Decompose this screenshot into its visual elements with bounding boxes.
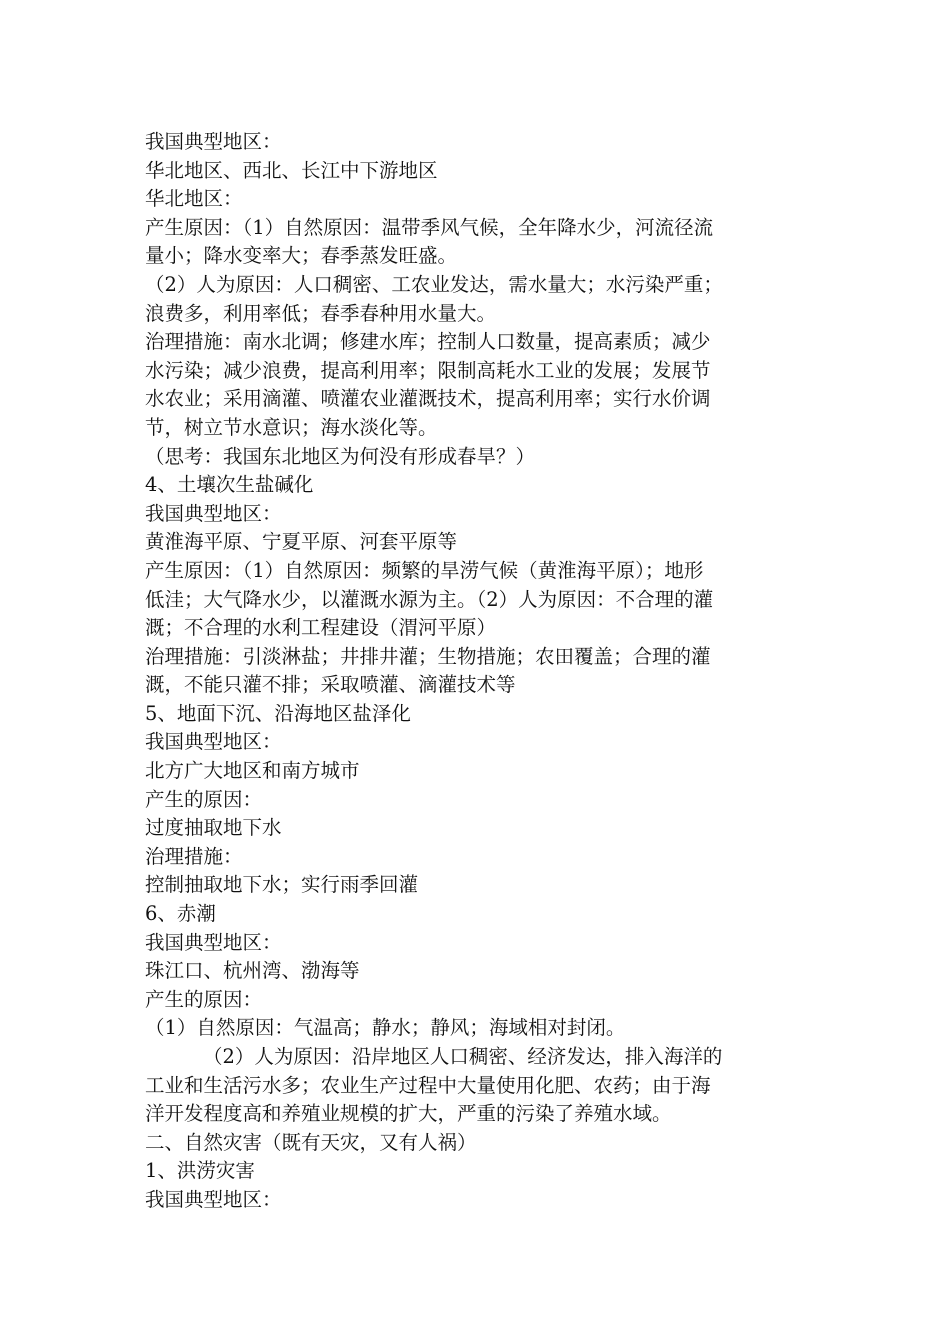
- text-line: 华北地区、西北、长江中下游地区: [145, 158, 438, 182]
- text-line: 我国典型地区：: [145, 130, 282, 153]
- text-line: 低洼；大气降水少，以灌溉水源为主。（2）人为原因：不合理的灌: [145, 587, 714, 611]
- text-line: 量小；降水变率大；春季蒸发旺盛。: [145, 244, 458, 268]
- document-body: [145, 128, 805, 1215]
- text-line: 我国典型地区：: [145, 1187, 282, 1211]
- text-line: 控制抽取地下水；实行雨季回灌: [145, 873, 419, 897]
- text-line: 产生的原因：: [145, 987, 263, 1011]
- text-line: 产生原因：（1）自然原因：频繁的旱涝气候（黄淮海平原）；地形: [145, 558, 704, 582]
- section-heading: 4、土壤次生盐碱化: [145, 473, 314, 497]
- text-line: 过度抽取地下水: [145, 816, 282, 840]
- text-line: 浪费多，利用率低；春季春种用水量大。: [145, 301, 497, 325]
- text-line: 产生的原因：: [145, 787, 263, 811]
- text-line: 北方广大地区和南方城市: [145, 759, 360, 783]
- text-line: （2）人为原因：沿岸地区人口稠密、经济发达，排入海洋的: [203, 1045, 723, 1068]
- text-line: （思考：我国东北地区为何没有形成春旱？）: [145, 444, 536, 468]
- section-heading: 6、赤潮: [145, 902, 216, 926]
- text-line: 工业和生活污水多；农业生产过程中大量使用化肥、农药；由于海: [145, 1073, 711, 1097]
- text-line: 洋开发程度高和养殖业规模的扩大，严重的污染了养殖水域。: [145, 1102, 672, 1126]
- text-line: （1）自然原因：气温高；静水；静风；海域相对封闭。: [145, 1016, 626, 1040]
- text-line: 治理措施：引淡淋盐；井排井灌；生物措施；农田覆盖；合理的灌: [145, 644, 711, 668]
- text-line: 华北地区：: [145, 187, 243, 211]
- text-line: 我国典型地区：: [145, 730, 282, 754]
- text-line: 水农业；采用滴灌、喷灌农业灌溉技术，提高利用率；实行水价调: [145, 387, 711, 411]
- text-line: 治理措施：: [145, 844, 243, 868]
- text-line: 黄淮海平原、宁夏平原、河套平原等: [145, 530, 458, 554]
- text-line: 产生原因：（1）自然原因：温带季风气候，全年降水少，河流径流: [145, 215, 714, 239]
- text-line: 我国典型地区：: [145, 930, 282, 954]
- text-line: 水污染；减少浪费，提高利用率；限制高耗水工业的发展；发展节: [145, 358, 711, 382]
- section-heading: 1、洪涝灾害: [145, 1159, 255, 1183]
- text-line: 珠江口、杭州湾、渤海等: [145, 959, 360, 983]
- text-line: （2）人为原因：人口稠密、工农业发达，需水量大；水污染严重；: [145, 272, 723, 296]
- text-line: 溉；不合理的水利工程建设（渭河平原）: [145, 616, 497, 640]
- text-line: 我国典型地区：: [145, 501, 282, 525]
- section-heading: 5、地面下沉、沿海地区盐泽化: [145, 701, 411, 725]
- text-line: 节，树立节水意识；海水淡化等。: [145, 415, 438, 439]
- section-heading: 二、自然灾害（既有天灾，又有人祸）: [145, 1130, 477, 1154]
- text-line: 溉，不能只灌不排；采取喷灌、滴灌技术等: [145, 673, 516, 697]
- text-line: 治理措施：南水北调；修建水库；控制人口数量，提高素质；减少: [145, 330, 711, 354]
